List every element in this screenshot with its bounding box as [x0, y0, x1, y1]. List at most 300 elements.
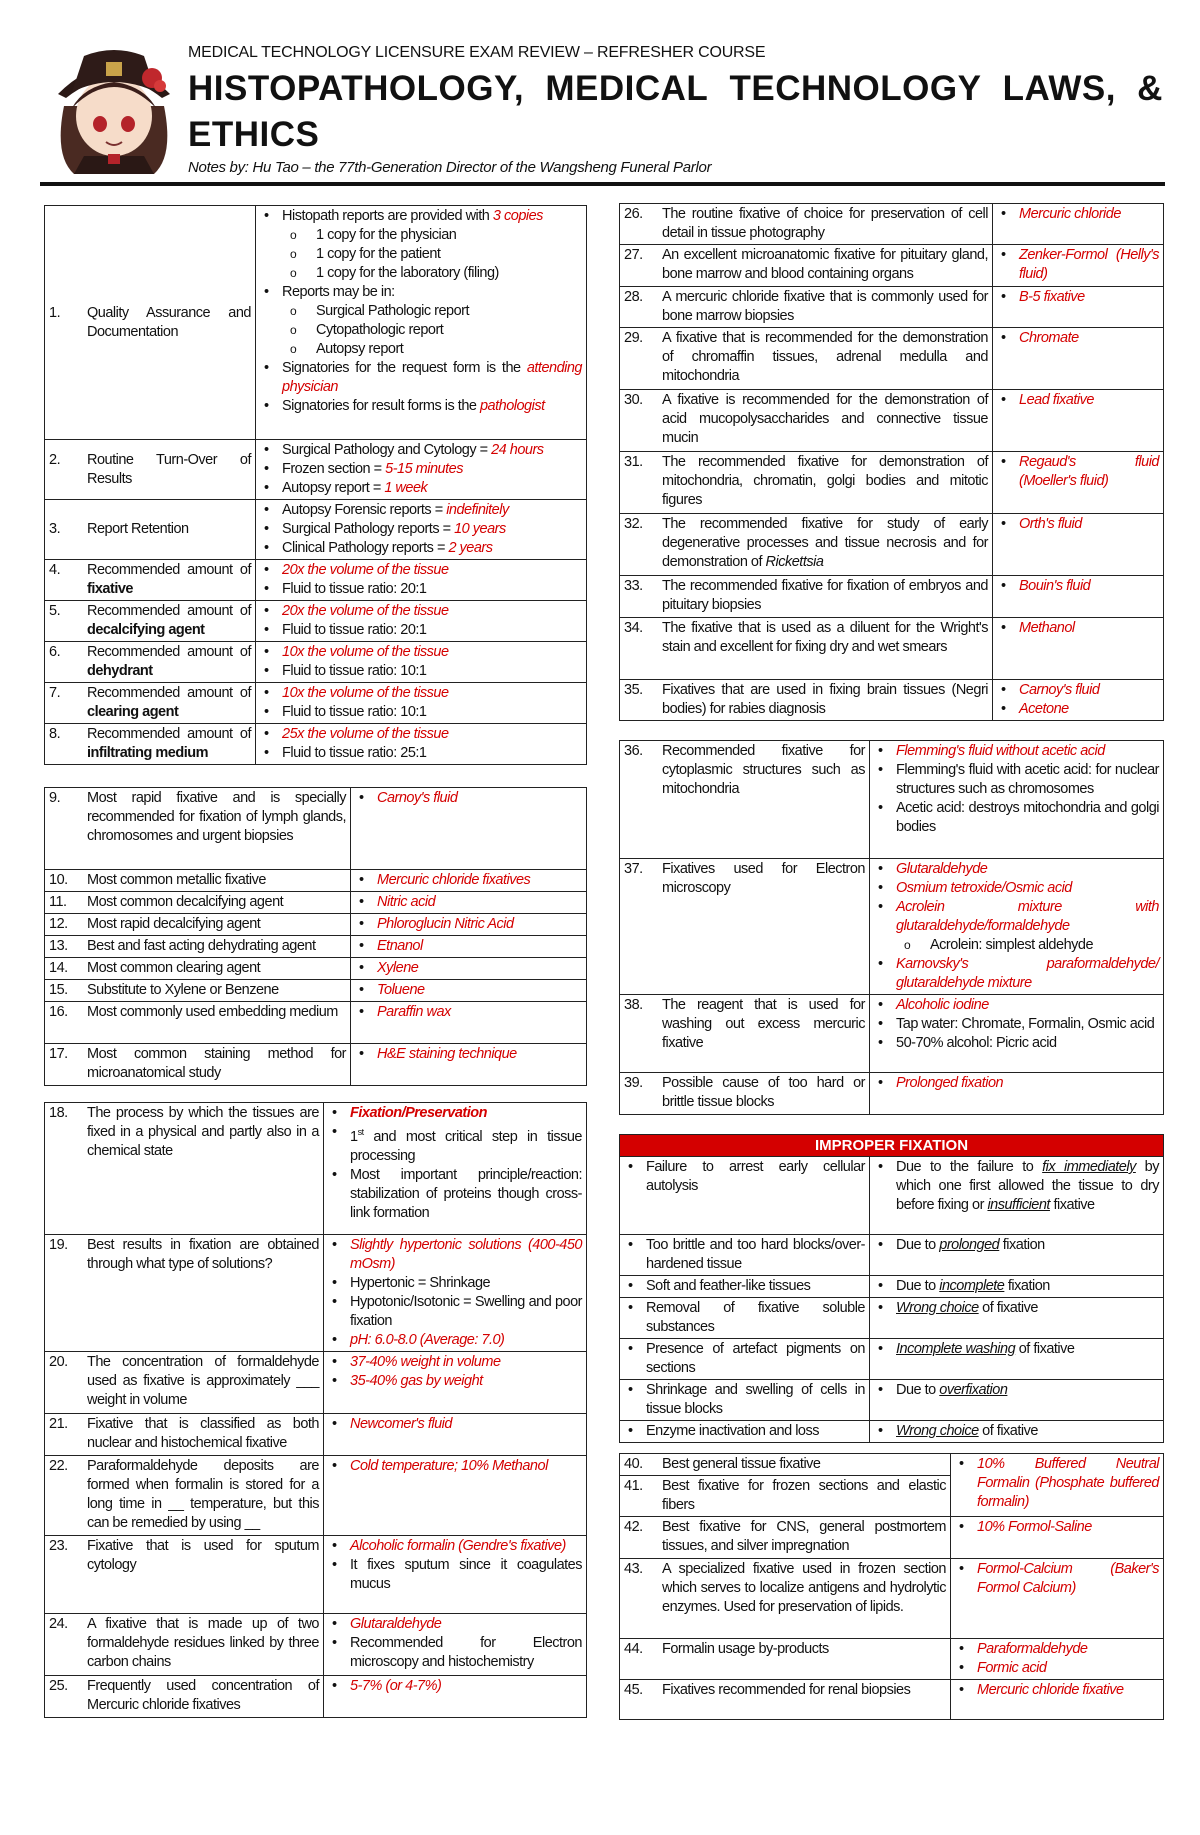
list-item: • Formic acid	[977, 1659, 1159, 1678]
list-item: • Fluid to tissue ratio: 10:1	[282, 662, 582, 681]
text: Frequently used concentration of Mercuric chloride fixatives	[87, 1678, 319, 1713]
text: 38.	[624, 997, 643, 1013]
table-cell	[870, 1339, 1164, 1380]
header-divider	[40, 182, 1165, 186]
table-cell	[620, 1454, 951, 1476]
table-row	[620, 1073, 1164, 1115]
table-cell	[45, 1414, 324, 1456]
list-item: • Karnovsky's paraformaldehyde/ glutaraldehyde mixture	[896, 955, 1159, 993]
list-item: • Paraformaldehyde	[977, 1640, 1159, 1659]
list-item: • 10x the volume of the tissue	[282, 643, 582, 662]
list-item: • Fluid to tissue ratio: 10:1	[282, 703, 582, 722]
table-row	[45, 1456, 587, 1536]
table-row	[45, 958, 587, 980]
table-row	[620, 680, 1164, 721]
table-row	[620, 1454, 1164, 1476]
text: 16.	[49, 1004, 68, 1020]
list-item: • Tap water: Chromate, Formalin, Osmic acid	[896, 1015, 1159, 1034]
list-item	[896, 1158, 1159, 1215]
text	[662, 515, 988, 572]
text: decalcifying agent	[87, 622, 205, 638]
table-cell	[351, 914, 587, 936]
text: 15.	[49, 982, 68, 998]
table-cell	[45, 788, 351, 870]
table-cell	[620, 452, 993, 514]
table-cell	[45, 936, 351, 958]
title-word: TECHNOLOGY	[729, 69, 982, 108]
list-item: • Toluene	[377, 981, 582, 1000]
list-item	[282, 359, 582, 397]
table-cell	[324, 1414, 587, 1456]
table-cell	[620, 1421, 870, 1443]
text: Possible cause of too hard or brittle tissue blocks	[662, 1075, 865, 1110]
list-item: • Paraffin wax	[377, 1003, 582, 1022]
table-cell	[870, 995, 1164, 1073]
table-row	[45, 1103, 587, 1235]
text: 34.	[624, 620, 643, 636]
list-item: • Fluid to tissue ratio: 20:1	[282, 580, 582, 599]
list-item	[282, 460, 582, 479]
text: 13.	[49, 938, 68, 954]
list-item	[282, 501, 582, 520]
text: insufficient	[987, 1197, 1050, 1213]
text	[87, 602, 251, 640]
text: 39.	[624, 1075, 643, 1091]
list-item: • Acetic acid: destroys mitochondria and golgi bodies	[896, 799, 1159, 837]
table-row	[45, 560, 587, 601]
text	[87, 643, 251, 681]
text	[87, 561, 251, 599]
text: The process by which the tissues are fixed in a physical and partly also in a chemical state	[87, 1105, 319, 1159]
list-item	[282, 283, 582, 359]
list-item: o Surgical Pathologic report	[316, 302, 582, 321]
text: Most common metallic fixative	[87, 872, 266, 888]
table-row	[620, 1380, 1164, 1421]
table-cell	[993, 245, 1164, 287]
list-item: • Presence of artefact pigments on sections	[646, 1340, 865, 1378]
text: incomplete	[939, 1278, 1005, 1294]
list-item: o Autopsy report	[316, 340, 582, 359]
list-item: • 20x the volume of the tissue	[282, 561, 582, 580]
list-item: o 1 copy for the patient	[316, 245, 582, 264]
table-cell	[620, 618, 993, 680]
list-item: • 50-70% alcohol: Picric acid	[896, 1034, 1159, 1053]
list-item	[896, 1277, 1159, 1296]
list-item: • Removal of fixative soluble substances	[646, 1299, 865, 1337]
table-cell	[45, 1614, 324, 1676]
table-cell	[993, 452, 1164, 514]
text: Reports may be in:	[282, 284, 395, 300]
table-row	[620, 859, 1164, 995]
table-cell	[870, 1421, 1164, 1443]
list-item: • Bouin's fluid	[1019, 577, 1159, 596]
text: Wrong choice	[896, 1300, 979, 1316]
character-avatar-image	[44, 46, 184, 176]
text: 21.	[49, 1416, 68, 1432]
table-cell	[620, 1339, 870, 1380]
text: Acrolein mixture with glutaraldehyde/formaldehyde	[896, 899, 1159, 934]
text: Due to	[896, 1237, 940, 1253]
table-row	[45, 1352, 587, 1414]
list-item: • Etnanol	[377, 937, 582, 956]
text: The recommended fixative for fixation of embryos and pituitary biopsies	[662, 578, 988, 613]
table-cell	[620, 1157, 870, 1235]
table-row	[620, 1339, 1164, 1380]
table-cell	[256, 601, 587, 642]
text: 5.	[49, 603, 61, 619]
text: Fixative that is classified as both nuclear and histochemical fixative	[87, 1416, 319, 1451]
text: prolonged	[939, 1237, 1000, 1253]
table-general-fixatives	[619, 1453, 1164, 1720]
author-notes: Notes by: Hu Tao – the 77th-Generation Director of the Wangsheng Funeral Parlor	[188, 159, 712, 176]
table-cell	[45, 1235, 324, 1352]
list-item: • Regaud's fluid (Moeller's fluid)	[1019, 453, 1159, 491]
table-cell	[620, 1298, 870, 1339]
text: Most common clearing agent	[87, 960, 261, 976]
table-cell	[620, 680, 993, 721]
table-cell	[256, 500, 587, 560]
text: 28.	[624, 289, 643, 305]
list-item	[282, 520, 582, 539]
text: Report Retention	[87, 521, 189, 537]
text: 6.	[49, 644, 61, 660]
list-item	[282, 479, 582, 498]
text: A mercuric chloride fixative that is commonly used for bone marrow biopsies	[662, 289, 988, 324]
table-cell	[620, 1235, 870, 1276]
text: Wrong choice	[896, 1423, 979, 1439]
list-item: • pH: 6.0-8.0 (Average: 7.0)	[350, 1331, 582, 1350]
table-row	[620, 287, 1164, 328]
course-title: MEDICAL TECHNOLOGY LICENSURE EXAM REVIEW – REFRESHER COURSE	[188, 44, 766, 61]
list-item	[896, 1236, 1159, 1255]
list-item	[896, 898, 1159, 955]
title-word: &	[1137, 69, 1163, 108]
text: 2.	[49, 451, 61, 468]
list-item: • Lead fixative	[1019, 391, 1159, 410]
list-item	[282, 441, 582, 460]
text: Signatories for the request form is the	[282, 360, 527, 376]
text: of fixative	[978, 1300, 1038, 1316]
table-cell	[45, 980, 351, 1002]
table-row	[620, 390, 1164, 452]
text: 20.	[49, 1354, 68, 1370]
text: pathologist	[479, 398, 545, 414]
text: fixative	[87, 581, 133, 597]
text: Autopsy report =	[282, 480, 385, 496]
text: The fixative that is used as a diluent for the Wright's stain and excellent for fixing dry and wet smears	[662, 620, 988, 655]
list-item: • B-5 fixative	[1019, 288, 1159, 307]
list-item: • Failure to arrest early cellular autolysis	[646, 1158, 865, 1196]
list-item: • Enzyme inactivation and loss	[646, 1422, 865, 1441]
table-row	[45, 788, 587, 870]
table-row	[620, 995, 1164, 1073]
table-row	[45, 1002, 587, 1044]
list-item: o 1 copy for the physician	[316, 226, 582, 245]
text: 36.	[624, 743, 643, 759]
table-improper-fixation	[619, 1134, 1164, 1443]
table-cell	[620, 1517, 951, 1559]
text: Best results in fixation are obtained through what type of solutions?	[87, 1237, 319, 1272]
text: Due to	[896, 1278, 940, 1294]
table-row	[45, 440, 587, 500]
text: 3.	[49, 521, 61, 537]
list-item	[282, 397, 582, 416]
text: Paraformaldehyde deposits are formed when formalin is stored for a long time in __ temperature, but this can be remedied by using __	[87, 1458, 319, 1531]
table-cell	[45, 1002, 351, 1044]
list-item: • Alcoholic formalin (Gendre's fixative)	[350, 1537, 582, 1556]
table-row	[620, 204, 1164, 245]
list-item: • Most important principle/reaction: stabilization of proteins though cross-link formation	[350, 1166, 582, 1223]
table-cell	[951, 1559, 1164, 1639]
table-cell	[256, 440, 587, 500]
list-item: • Cold temperature; 10% Methanol	[350, 1457, 582, 1476]
list-item: • Shrinkage and swelling of cells in tissue blocks	[646, 1381, 865, 1419]
list-item: • 20x the volume of the tissue	[282, 602, 582, 621]
list-item: • Hypertonic = Shrinkage	[350, 1274, 582, 1293]
text: The routine fixative of choice for preservation of cell detail in tissue photography	[662, 206, 988, 241]
table-cell	[256, 724, 587, 765]
table-cell	[45, 440, 256, 500]
text: 1	[350, 1128, 358, 1145]
text: Most rapid fixative and is specially recommended for fixation of lymph glands, chromosomes and urgent biopsies	[87, 790, 346, 844]
table-cell	[351, 892, 587, 914]
text: 30.	[624, 392, 643, 408]
text: Best and fast acting dehydrating agent	[87, 938, 316, 954]
table-cell	[951, 1517, 1164, 1559]
table-cell	[45, 1536, 324, 1614]
text: Clinical Pathology reports =	[282, 540, 449, 556]
text: Best general tissue fixative	[662, 1456, 821, 1472]
text: clearing agent	[87, 704, 179, 720]
list-item: • Alcoholic iodine	[896, 996, 1159, 1015]
list-item: o Acrolein: simplest aldehyde	[930, 936, 1159, 955]
text: Best fixative for CNS, general postmortem tissues, and silver impregnation	[662, 1519, 946, 1554]
text: Surgical Pathology reports =	[282, 521, 455, 537]
table-cell	[351, 980, 587, 1002]
table-cell	[620, 859, 870, 995]
text: Most rapid decalcifying agent	[87, 916, 261, 932]
list-item	[896, 1299, 1159, 1318]
text: 41.	[624, 1478, 643, 1494]
text: 35.	[624, 682, 643, 698]
table-cell	[324, 1614, 587, 1676]
table-cell	[45, 870, 351, 892]
list-item: • 5-7% (or 4-7%)	[350, 1677, 582, 1696]
title-word: LAWS,	[1002, 69, 1116, 108]
text: 19.	[49, 1237, 68, 1253]
table-cell	[620, 1680, 951, 1720]
text: 31.	[624, 454, 643, 470]
table-cell	[620, 1476, 951, 1517]
table-cell	[45, 724, 256, 765]
text: 9.	[49, 790, 61, 806]
table-row	[620, 618, 1164, 680]
text: Fixatives used for Electron microscopy	[662, 861, 865, 896]
list-item: • Soft and feather-like tissues	[646, 1277, 865, 1296]
text: 22.	[49, 1458, 68, 1474]
list-item: • Glutaraldehyde	[350, 1615, 582, 1634]
text: 18.	[49, 1105, 68, 1121]
text: 10 years	[454, 521, 506, 537]
table-cell	[620, 741, 870, 859]
text: overfixation	[939, 1382, 1008, 1398]
title-line-2: ETHICS	[188, 115, 320, 154]
text: 14.	[49, 960, 68, 976]
table-cell	[256, 642, 587, 683]
list-item: • Glutaraldehyde	[896, 860, 1159, 879]
text: A fixative is recommended for the demonstration of acid mucopolysaccharides and connective tissue mucin	[662, 392, 988, 446]
text: 40.	[624, 1456, 643, 1472]
list-item: • Osmium tetroxide/Osmic acid	[896, 879, 1159, 898]
table-cell	[45, 642, 256, 683]
text: Recommended amount of	[87, 644, 251, 660]
text: dehydrant	[87, 663, 153, 679]
table-header-row	[620, 1135, 1164, 1157]
list-item: • Formol-Calcium (Baker's Formol Calcium)	[977, 1560, 1159, 1598]
text: fixation	[1004, 1278, 1050, 1294]
text: Most commonly used embedding medium	[87, 1004, 338, 1020]
table-row	[45, 206, 587, 440]
text: Recommended amount of	[87, 685, 251, 701]
table-cell	[45, 914, 351, 936]
table-row	[620, 452, 1164, 514]
text: Recommended amount of	[87, 562, 251, 578]
table-cell	[993, 618, 1164, 680]
table-cell	[870, 1235, 1164, 1276]
text: Routine Turn-Over of Results	[87, 451, 251, 487]
text: 8.	[49, 726, 61, 742]
table-cell	[45, 1456, 324, 1536]
table-row	[45, 936, 587, 958]
list-item: • H&E staining technique	[377, 1045, 582, 1064]
table-cell	[620, 1559, 951, 1639]
list-item: o 1 copy for the laboratory (filing)	[316, 264, 582, 283]
table-cell	[993, 287, 1164, 328]
text: Due to	[896, 1382, 940, 1398]
table-cell	[45, 1676, 324, 1718]
list-item: • Fixation/Preservation	[350, 1104, 582, 1123]
text	[87, 725, 251, 763]
text: of fixative	[978, 1423, 1038, 1439]
table-cell	[45, 1044, 351, 1086]
table-cell	[45, 683, 256, 724]
table-cell	[870, 1073, 1164, 1115]
table-cell	[351, 788, 587, 870]
table-cell	[993, 680, 1164, 721]
table-cell	[993, 576, 1164, 618]
text: attending physician	[282, 360, 582, 395]
table-cell	[45, 500, 256, 560]
table-cell	[324, 1456, 587, 1536]
table-row	[620, 514, 1164, 576]
table-cell	[951, 1454, 1164, 1517]
text: A specialized fixative used in frozen section which serves to localize antigens and hydrolytic enzymes. Used for preservation of lipids.	[662, 1561, 946, 1615]
table-row	[45, 683, 587, 724]
table-row	[620, 1298, 1164, 1339]
text: 10.	[49, 872, 68, 888]
table-cell	[324, 1352, 587, 1414]
table-row	[45, 601, 587, 642]
text: Recommended amount of	[87, 603, 251, 619]
table-cell	[870, 741, 1164, 859]
list-item: • Too brittle and too hard blocks/over-hardened tissue	[646, 1236, 865, 1274]
title-word: HISTOPATHOLOGY,	[188, 69, 525, 108]
list-item: • Methanol	[1019, 619, 1159, 638]
table-cell	[870, 859, 1164, 995]
table-cell	[256, 206, 587, 440]
table-cell	[45, 892, 351, 914]
table-cell	[870, 1276, 1164, 1298]
table-cell	[620, 287, 993, 328]
table-row	[620, 576, 1164, 618]
table-row	[45, 892, 587, 914]
improper-fixation-title: IMPROPER FIXATION	[620, 1135, 1164, 1157]
table-row	[620, 1157, 1164, 1235]
text: Frozen section =	[282, 461, 386, 477]
text: Recommended amount of	[87, 726, 251, 742]
text: Fixatives recommended for renal biopsies	[662, 1682, 911, 1698]
list-item: • Recommended for Electron microscopy and histochemistry	[350, 1634, 582, 1672]
table-row	[620, 741, 1164, 859]
list-item: • Mercuric chloride fixative	[977, 1681, 1159, 1700]
table-cell	[870, 1380, 1164, 1421]
list-item	[896, 1340, 1159, 1359]
table-row	[620, 1680, 1164, 1720]
table-row	[45, 724, 587, 765]
list-item: • 10% Buffered Neutral Formalin (Phosphate buffered formalin)	[977, 1455, 1159, 1512]
list-item: • Newcomer's fluid	[350, 1415, 582, 1434]
table-row	[45, 1414, 587, 1456]
text: infiltrating medium	[87, 745, 208, 761]
table-row	[45, 914, 587, 936]
text: by which one first allowed the tissue to dry before fixing or	[896, 1159, 1159, 1213]
list-item: • Flemming's fluid without acetic acid	[896, 742, 1159, 761]
text: 32.	[624, 516, 643, 532]
text: Best fixative for frozen sections and elastic fibers	[662, 1478, 946, 1513]
list-item: • Xylene	[377, 959, 582, 978]
text: Fixatives that are used in fixing brain tissues (Negri bodies) for rabies diagnosis	[662, 682, 988, 717]
list-item	[282, 539, 582, 558]
text: The concentration of formaldehyde used as fixative is approximately ___ weight in volume	[87, 1354, 319, 1408]
list-item: • Mercuric chloride	[1019, 205, 1159, 224]
list-item: • Hypotonic/Isotonic = Swelling and poor fixation	[350, 1293, 582, 1331]
table-cell	[993, 328, 1164, 390]
list-item: • Chromate	[1019, 329, 1159, 348]
list-item: • 37-40% weight in volume	[350, 1353, 582, 1372]
list-item: • 35-40% gas by weight	[350, 1372, 582, 1391]
table-cell	[620, 1073, 870, 1115]
text: Most common staining method for microanatomical study	[87, 1046, 346, 1081]
table-cell	[993, 390, 1164, 452]
table-fixation-process	[44, 1102, 587, 1718]
text: 29.	[624, 330, 643, 346]
text: 45.	[624, 1682, 643, 1698]
list-item: • Fluid to tissue ratio: 25:1	[282, 744, 582, 763]
list-item: • 1st and most critical step in tissue processing	[350, 1123, 582, 1166]
text: 44.	[624, 1641, 643, 1657]
text: The reagent that is used for washing out excess mercuric fixative	[662, 997, 865, 1051]
table-cell	[351, 1002, 587, 1044]
text: Formalin usage by-products	[662, 1641, 829, 1657]
list-item: • Mercuric chloride fixatives	[377, 871, 582, 890]
list-item: • 10% Formol-Saline	[977, 1518, 1159, 1537]
text: 42.	[624, 1519, 643, 1535]
list-item	[896, 1381, 1159, 1400]
table-row	[45, 980, 587, 1002]
text: Fixative that is used for sputum cytology	[87, 1538, 319, 1573]
table-cell	[620, 1639, 951, 1680]
document-title	[188, 66, 1163, 158]
